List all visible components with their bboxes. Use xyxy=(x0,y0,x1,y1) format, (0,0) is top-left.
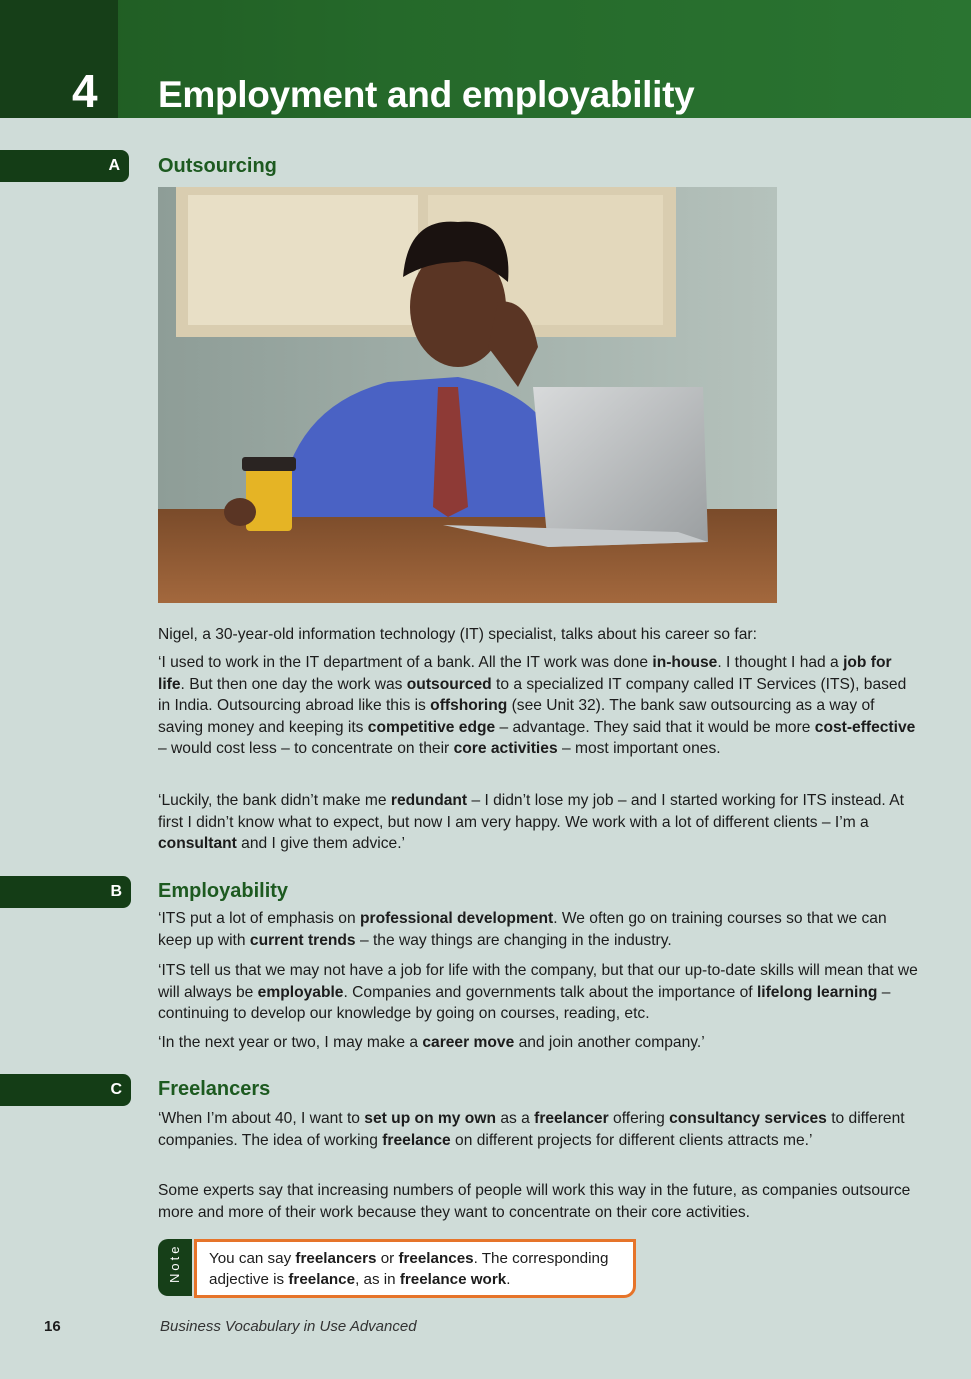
unit-title: Employment and employability xyxy=(158,74,695,115)
section-a-intro: Nigel, a 30-year-old information technology (IT) specialist, talks about his career so far: xyxy=(158,626,757,643)
unit-header xyxy=(0,0,971,118)
unit-number: 4 xyxy=(72,65,98,117)
note-content xyxy=(194,1239,636,1298)
note-label-tab xyxy=(158,1239,192,1296)
section-a-paragraph-1: ‘I used to work in the IT department of a bank. All the IT work was done in-house. I thought I had a job for life. But then one day the work was outsourced to a specialized IT company called IT Services (ITS), based in India. Outsourcing abroad like this is offshoring (see Unit 32). The bank saw outsourcing as a way of saving money and keeping its competitive edge – advantage. They said that it would be more cost-effective – would cost less – to concentrate on their core activities – most important ones. xyxy=(158,654,916,757)
photo-illustration xyxy=(158,187,777,603)
section-b-tab: B xyxy=(0,876,131,908)
section-c-title: Freelancers xyxy=(158,1078,271,1100)
section-a-title: Outsourcing xyxy=(158,155,277,177)
section-b-paragraph-3: ‘In the next year or two, I may make a career move and join another company.’ xyxy=(158,1034,705,1051)
section-b-title: Employability xyxy=(158,880,289,902)
section-c-tab: C xyxy=(0,1074,131,1106)
man-on-phone-with-laptop-photo xyxy=(158,187,777,603)
section-c-paragraph-2: Some experts say that increasing numbers of people will work this way in the future, as companies outsource more and more of their work because they want to concentrate on their core activities. xyxy=(158,1182,911,1221)
section-b-paragraph-1: ‘ITS put a lot of emphasis on professional development. We often go on training courses so that we can keep up with current trends – the way things are changing in the industry. xyxy=(158,910,887,949)
note-box xyxy=(158,1239,636,1296)
book-title: Business Vocabulary in Use Advanced xyxy=(160,1318,417,1335)
page-number: 16 xyxy=(44,1318,61,1335)
section-b-paragraph-2: ‘ITS tell us that we may not have a job for life with the company, but that our up-to-date skills will mean that we will always be employable. Companies and governments talk about the importance of lifelong learning – continuing to develop our knowledge by going on courses, reading, etc. xyxy=(158,962,918,1022)
note-label: Note xyxy=(167,1243,182,1283)
section-a-paragraph-2: ‘Luckily, the bank didn’t make me redundant – I didn’t lose my job – and I started working for ITS instead. At first I didn’t know what to expect, but now I am very happy. We work with a lot of different clients – I’m a consultant and I give them advice.’ xyxy=(158,792,904,852)
note-text: You can say freelancers or freelances. The corresponding adjective is freelance, as in freelance work. xyxy=(209,1250,609,1288)
section-a-tab: A xyxy=(0,150,129,182)
unit-number-box xyxy=(0,0,118,118)
section-c-paragraph-1: ‘When I’m about 40, I want to set up on my own as a freelancer offering consultancy services to different companies. The idea of working freelance on different projects for different clients attracts me.’ xyxy=(158,1110,905,1149)
